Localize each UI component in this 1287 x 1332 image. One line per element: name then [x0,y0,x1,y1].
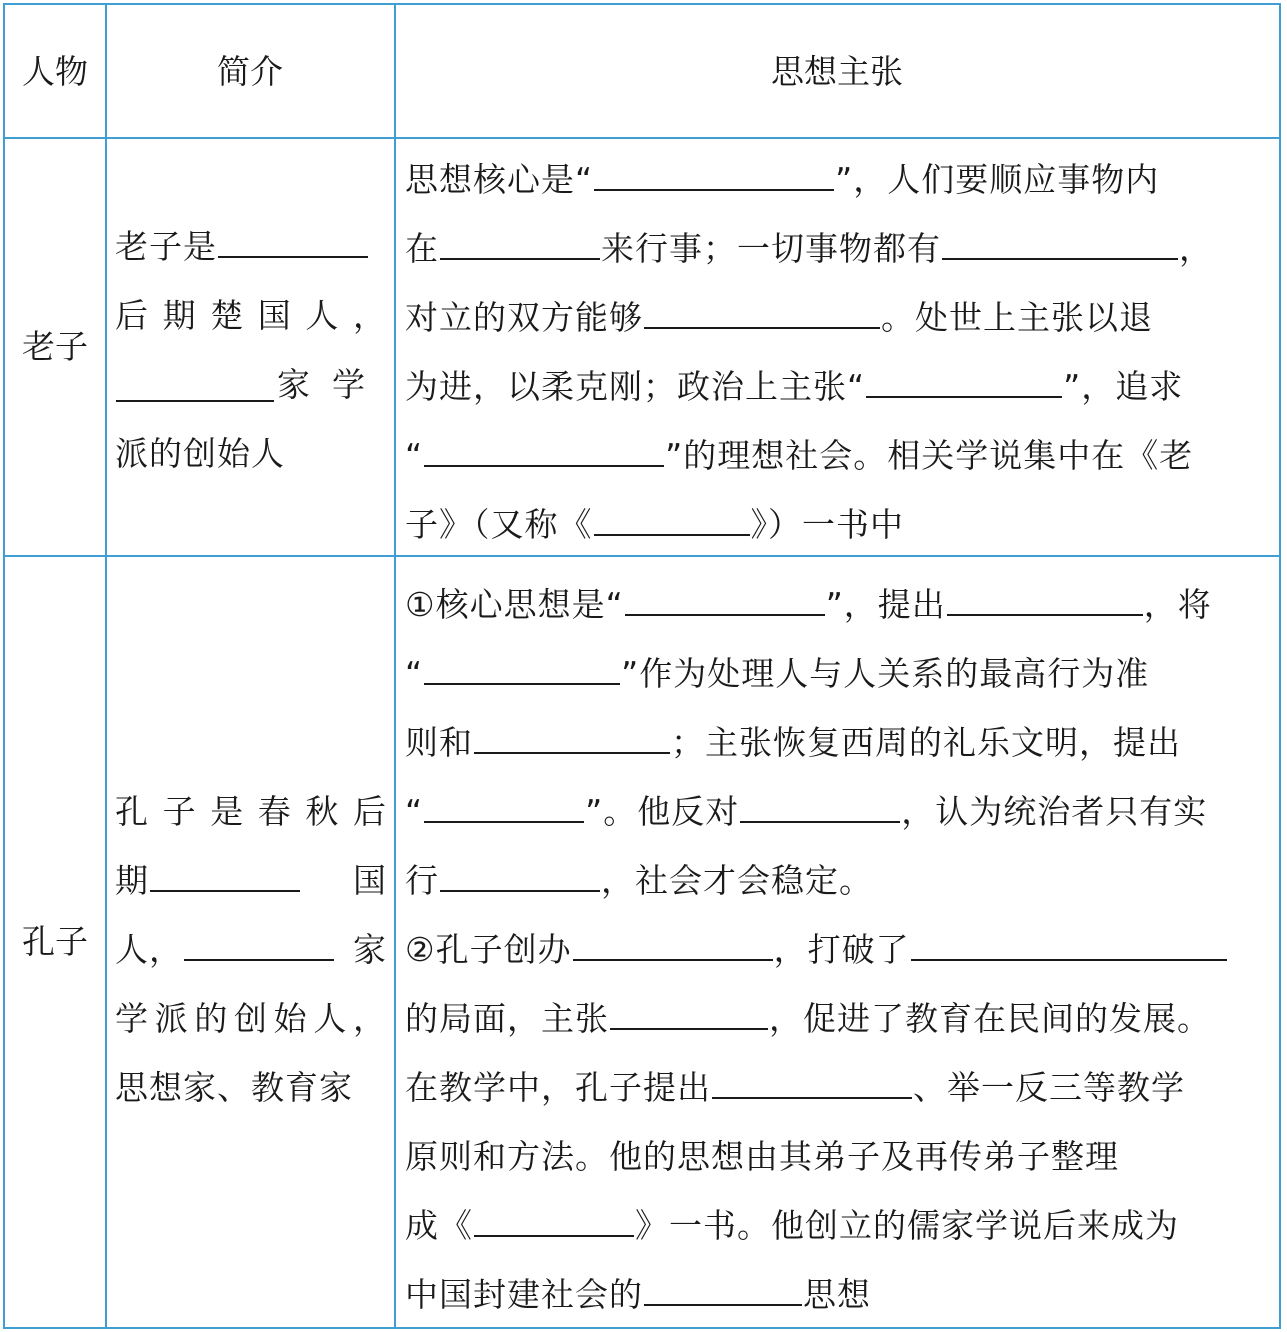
fill-blank[interactable] [740,788,900,823]
intro-line: 老子是 [115,212,387,281]
ideas-cell-kongzi [405,570,1273,1329]
idea-line: 思想核心是“ ”，人们要顺应事物内 [405,145,1273,214]
fill-blank[interactable] [625,581,825,616]
table [3,3,1281,1329]
intro-cell-laozi [115,212,387,488]
intro-line: 人， 家 [115,915,387,984]
intro-line: 家学 [115,350,387,419]
ideas-cell-laozi [405,145,1273,559]
intro-line: 期 国 [115,846,387,915]
intro-line: 派的创始人 [115,434,285,473]
fill-blank[interactable] [644,1271,802,1306]
idea-line: 原则和方法。他的思想由其弟子及再传弟子整理 [405,1137,1119,1176]
header-ideas: 思想主张 [771,51,903,91]
fill-blank[interactable] [942,225,1178,260]
fill-blank[interactable] [218,223,368,258]
idea-line: ②孔子创办 ，打破了 [405,915,1273,984]
fill-blank[interactable] [474,719,670,754]
idea-line: 子》（又称《 》）一书中 [405,490,1273,559]
intro-cell-kongzi [115,777,387,1122]
fill-blank[interactable] [866,363,1062,398]
header-divider [5,137,1279,139]
person-cell-kongzi: 孔子 [22,922,88,961]
idea-line: 在教学中，孔子提出 、举一反三等教学 [405,1053,1273,1122]
header-person: 人物 [22,51,88,91]
idea-line: 的局面，主张 ，促进了教育在民间的发展。 [405,984,1273,1053]
intro-line: 思想家、教育家 [115,1068,353,1107]
fill-blank[interactable] [947,581,1143,616]
fill-blank[interactable] [424,788,584,823]
fill-blank[interactable] [116,367,274,402]
idea-line: “ ”。他反对 ，认为统治者只有实 [405,777,1273,846]
idea-line: “ ”作为处理人与人关系的最高行为准 [405,639,1273,708]
idea-line: ①核心思想是“ ”，提出 ，将 [405,570,1273,639]
idea-line: 行 ，社会才会稳定。 [405,846,1273,915]
idea-line: 为进，以柔克刚；政治上主张“ ”，追求 [405,352,1273,421]
fill-blank[interactable] [440,225,600,260]
intro-line: 孔子是春秋后 [115,792,387,831]
intro-line: 学派的创始人， [115,999,387,1038]
fill-blank[interactable] [594,501,750,536]
fill-blank[interactable] [573,926,773,961]
fill-blank[interactable] [150,857,300,892]
fill-blank[interactable] [911,926,1227,961]
intro-line: 后期楚国人， [115,296,387,335]
idea-line: 在 来行事；一切事物都有 ， [405,214,1273,283]
fill-blank[interactable] [644,294,880,329]
idea-line: 中国封建社会的 思想 [405,1260,1273,1329]
idea-line: 成《 》一书。他创立的儒家学说后来成为 [405,1191,1273,1260]
column-divider [105,5,107,1327]
fill-blank[interactable] [440,857,600,892]
idea-line: “ ”的理想社会。相关学说集中在《老 [405,421,1273,490]
column-divider [394,5,396,1327]
fill-blank[interactable] [594,156,834,191]
idea-line: 对立的双方能够 。处世上主张以退 [405,283,1273,352]
idea-line: 则和 ；主张恢复西周的礼乐文明，提出 [405,708,1273,777]
fill-blank[interactable] [424,650,620,685]
person-cell-laozi: 老子 [22,327,88,366]
fill-blank[interactable] [474,1202,634,1237]
fill-blank[interactable] [184,926,334,961]
header-intro: 简介 [217,51,283,91]
fill-blank[interactable] [712,1064,912,1099]
fill-blank[interactable] [610,995,768,1030]
fill-blank[interactable] [424,432,664,467]
